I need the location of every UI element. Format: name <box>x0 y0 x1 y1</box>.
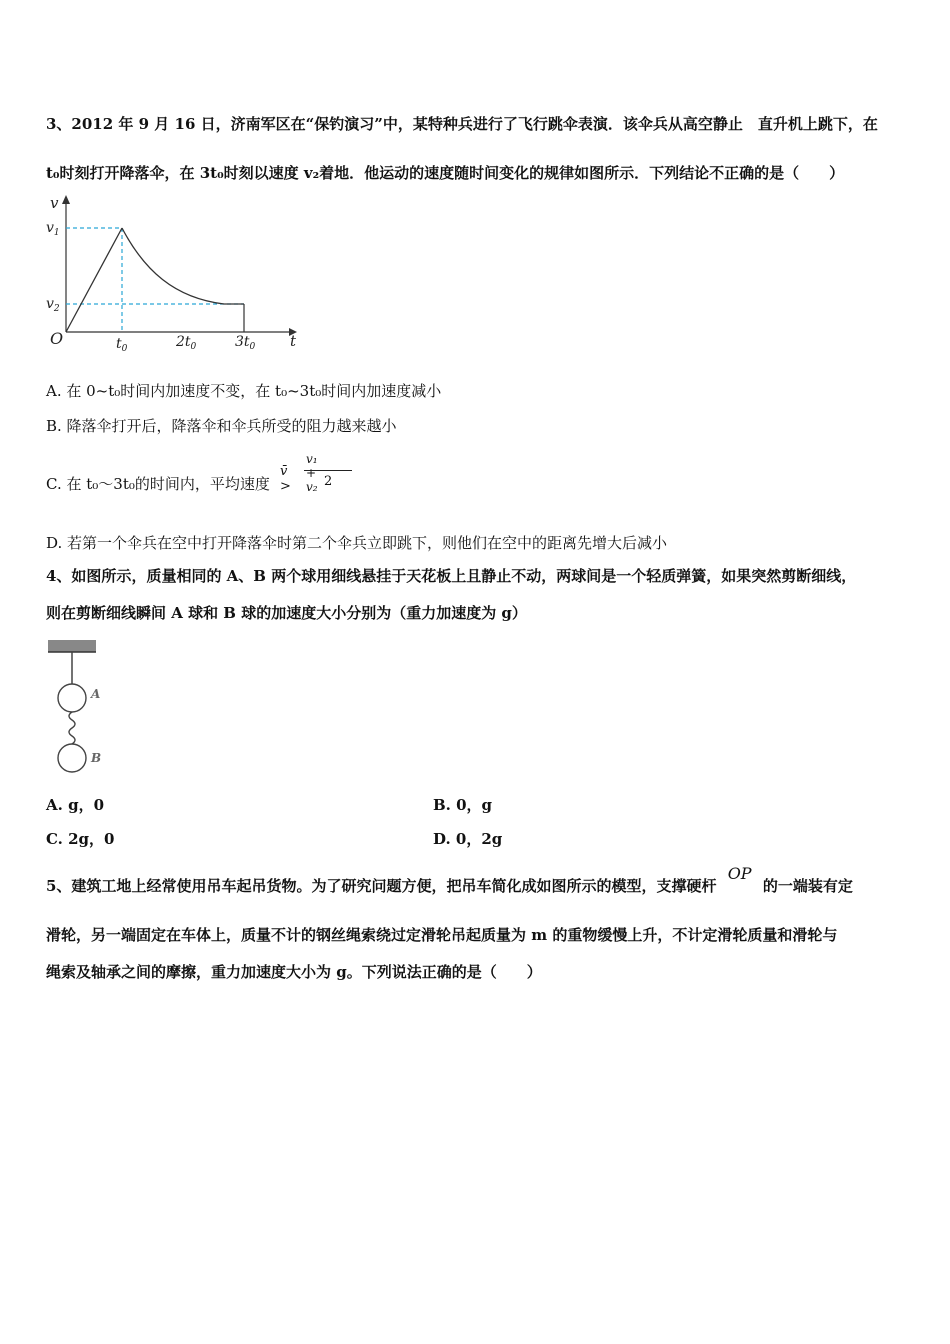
decel-curve <box>122 228 244 304</box>
q3-option-c[interactable]: C. 在 t₀～3t₀的时间内，平均速度 <box>46 475 270 493</box>
origin-label: O <box>50 329 64 348</box>
accel-segment <box>66 228 122 332</box>
q4-option-c[interactable]: C. 2g，0 <box>46 830 115 848</box>
formula-denominator: 2 <box>324 474 333 489</box>
q5-line1 <box>46 864 853 896</box>
ball-b-label: B <box>91 751 102 765</box>
q3-option-a[interactable]: A. 在 0~t₀时间内加速度不变，在 t₀~3t₀时间内加速度减小 <box>46 382 442 400</box>
q3-option-d[interactable]: D. 若第一个伞兵在空中打开降落伞时第二个伞兵立即跳下，则他们在空中的距离先增大后减小 <box>46 534 668 552</box>
q4-option-b[interactable]: B. 0，g <box>433 796 493 814</box>
v2-label: $v_2$ <box>46 296 60 314</box>
q4-line2: 则在剪断细线瞬间 A 球和 B 球的加速度大小分别为（重力加速度为 g） <box>46 604 527 622</box>
spring-balls-figure <box>46 638 116 778</box>
q3-line2: t₀时刻打开降落伞，在 3t₀时刻以速度 v₂着地．他运动的速度随时间变化的规律如图所示．下列结论不正确的是（ ） <box>46 164 845 182</box>
y-axis-arrow <box>62 195 70 204</box>
formula-numerator: v₁ + v₂ <box>306 452 318 494</box>
q4-option-a[interactable]: A. g，0 <box>46 796 105 814</box>
v1-label: $v_1$ <box>46 220 60 238</box>
x-axis-label: t <box>290 332 297 350</box>
fraction-bar <box>304 470 352 471</box>
q5-op: OP <box>727 864 752 883</box>
q3-line1: 3、2012 年 9 月 16 日，济南军区在“保钓演习”中，某特种兵进行了飞行跳伞表演．该伞兵从高空静止 直升机上跳下，在 <box>46 115 878 133</box>
q4-option-d[interactable]: D. 0，2g <box>433 830 503 848</box>
velocity-time-graph <box>44 192 304 352</box>
spring <box>69 712 75 744</box>
ball-a-label: A <box>91 687 101 701</box>
ceiling-hatch <box>48 640 96 652</box>
t0-label: $t_0$ <box>116 336 128 352</box>
q5-line1-a: 5、建筑工地上经常使用吊车起吊货物。为了研究问题方便，把吊车简化成如图所示的模型，支撑硬杆 <box>46 877 717 895</box>
ball-b <box>58 744 86 772</box>
y-axis-label: v <box>50 194 59 212</box>
q5-line1-b: 的一端装有定 <box>762 877 853 895</box>
q5-line3: 绳索及轴承之间的摩擦，重力加速度大小为 g。下列说法正确的是（ ） <box>46 963 542 981</box>
q3-option-b[interactable]: B. 降落伞打开后，降落伞和伞兵所受的阻力越来越小 <box>46 417 397 435</box>
q4-line1: 4、如图所示，质量相同的 A、B 两个球用细线悬挂于天花板上且静止不动，两球间是一个轻质弹簧，如果突然剪断细线， <box>46 567 857 585</box>
formula-lhs: v̄ > <box>280 464 291 494</box>
3t0-label: $3t_0$ <box>235 334 256 352</box>
ball-a <box>58 684 86 712</box>
2t0-label: $2t_0$ <box>176 334 197 352</box>
q5-line2: 滑轮，另一端固定在车体上，质量不计的钢丝绳索绕过定滑轮吊起质量为 m 的重物缓慢上升，不计定滑轮质量和滑轮与 <box>46 926 838 944</box>
